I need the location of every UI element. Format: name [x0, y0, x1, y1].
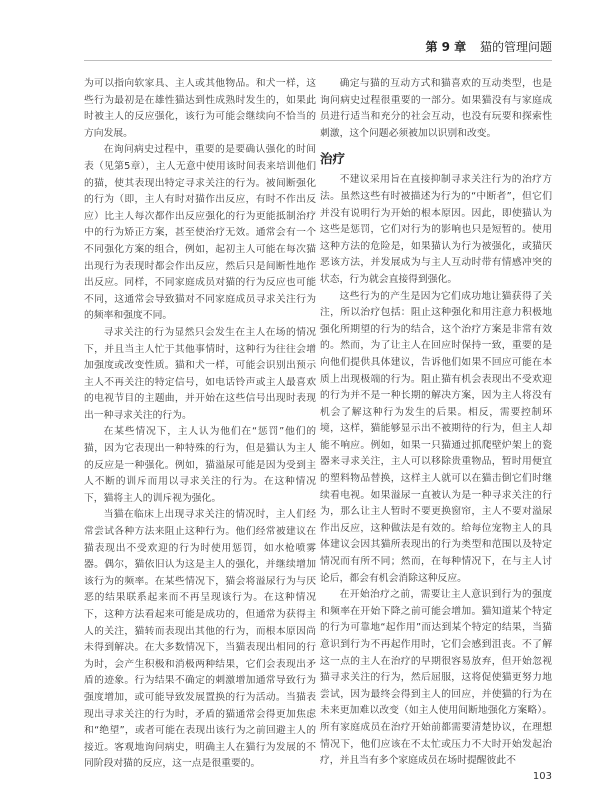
- paragraph: 当猫在临床上出现寻求关注的情况时，主人们经常尝试各种方法来阻止这种行为。他们经常被建议在猫表现出不受欢迎的行为时使用惩罚，如水枪喷雾器。偶尔，猫依旧认为这是主人的强化，并继续增加该行为的频率。在某些情况下，猫会将溢尿行为与厌恶的结果联系起来而不再呈现该行为。在这种情况下，这种方法看起来可能是成功的，但通常为获得主人的关注，猫转而表现出其他的行为，而根本原因尚未得到解决。在大多数情况下，当猫表现出相同的行为时，会产生积极和消极两种结果，它们会表现出矛盾的迹象。行为结果不确定的刺激增加通常导致行为强度增加，或可能导致发展置换的行为活动。当猫表现出寻求关注的行为时，矛盾的猫通常会得更加焦虑和“绝望”，或者可能在表现出该行为之前回避主人的接近。客观地询问病史，明确主人在猫行为发展的不同阶段对猫的反应，这一点是很重要的。: [84, 509, 316, 770]
- right-column: [320, 76, 552, 770]
- paragraph: 为可以指向软家具、主人或其他物品。和犬一样，这些行为最初是在雄性猫达到性成熟时发生的，如果此时被主人的反应强化，该行为可能会继续向不恰当的方向发展。: [84, 78, 316, 139]
- paragraph: 寻求关注的行为显然只会发生在主人在场的情况下，并且当主人忙于其他事情时，这种行为往往会增加强度或改变性质。猫和犬一样，可能会识别出预示主人不再关注的特定信号，如电话铃声或主人最喜欢的电视节目的主题曲，并开始在这些信号出现时表现出一种寻求关注的行为。: [84, 326, 316, 421]
- chapter-title: [425, 38, 552, 55]
- paragraph: 在询问病史过程中，重要的是要确认强化的时间表（见第5章），主人无意中使用该时间表来培训他们的猫，使其表现出特定寻求关注的行为。被间断强化的行为（即，主人有时对猫作出反应，有时不作出反应）比主人每次都作出反应强化的行为更能抵制治疗中的行为矫正方案，甚至使治疗无效。通常会有一个不同强化方案的组合，例如，起初主人可能在每次猫出现行为表现时都会作出反应，然后只是间断性地作出反应。同样，不同家庭成员对猫的行为反应也可能不同，这通常会导致猫对不同家庭成员寻求关注行为的频率和强度不同。: [84, 144, 316, 322]
- header-rule: [84, 60, 552, 61]
- paragraph: 在开始治疗之前，需要让主人意识到行为的强度和频率在开始下降之前可能会增加。猫知道某个特定的行为可靠地“起作用”而达到某个特定的结果，当猫意识到行为不再起作用时，它们会感到沮丧。不了解这一点的主人在治疗的早期很容易放弃，但开始忽视猫寻求关注的行为，然后屈服，这将促使猫更努力地尝试，因为最终会得到主人的回应，并使猫的行为在未来更加难以改变（如主人使用间断地强化方案略）。所有家庭成员在治疗开始前都需要清楚协议，在理想情况下，他们应该在不太忙或压力不大时开始发起治疗，并且当有多个家庭成员在场时提醒彼此不: [320, 589, 552, 767]
- chapter-number: 第 9 章: [425, 40, 467, 54]
- chapter-name: 猫的管理问题: [479, 40, 552, 54]
- paragraph: 这些行为的产生是因为它们成功地让猫获得了关注，所以治疗包括：阻止这种强化和用注意力积极地强化所期望的行为的结合，这个治疗方案是非常有效的。然而，为了让主人在回应时保持一致，重要的是向他们提供具体建议，告诉他们如果不回应可能在本质上出现极端的行为。阻止猫有机会表现出不受欢迎的行为并不是一种长期的解决方案，因为主人将没有机会了解这种行为发生的后果。相反，需要控制环境，这样，猫能够显示出不被期待的行为，但主人却能不响应。例如，如果一只猫通过抓爬壁炉架上的瓷器来寻求关注，主人可以移除贵重物品，暂时用便宜的塑料物品替换，这样主人就可以在猫击倒它们时继续看电视。如果溢尿一直被认为是一种寻求关注的行为，那么让主人暂时不要更换窗帘，主人不要对溢尿作出反应，这种做法是有效的。给每位宠物主人的具体建议会因其猫所表现出的行为类型和范围以及特定情况而有所不同；然而，在每种情况下，在与主人讨论后，都会有机会消除这种反应。: [320, 290, 552, 584]
- page-header: [0, 34, 600, 58]
- paragraph: 在某些情况下，主人认为他们在“惩罚”他们的猫，因为它表现出一种特殊的行为，但是猫认为主人的反应是一种强化。例如，猫溢尿可能是因为受到主人不断的训斥而用以寻求关注的行为。在这种情况下，猫将主人的训斥视为强化。: [84, 426, 316, 504]
- section-heading: 治疗: [320, 151, 346, 167]
- left-column: [84, 76, 316, 773]
- paragraph: 确定与猫的互动方式和猫喜欢的互动类型，也是询问病史过程很重要的一部分。如果猫没有与家庭成员进行适当和充分的社会互动，也没有玩要和探索性刺激，这个问题必须被加以识别和改变。: [320, 78, 552, 139]
- page-number: 103: [532, 771, 552, 782]
- paragraph: 不建议采用旨在直接抑制寻求关注行为的治疗方法。虽然这些有时被描述为行为的“中断者”，但它们并没有说明行为开始的根本原因。因此，即使猫认为这些是惩罚，它们对行为的影响也只是短暂的。使用这种方法的危险是，如果猫认为行为被强化，或猫厌恶该方法，并发展成为与主人互动时带有情感冲突的状态，行为就会直接得到强化。: [320, 174, 552, 285]
